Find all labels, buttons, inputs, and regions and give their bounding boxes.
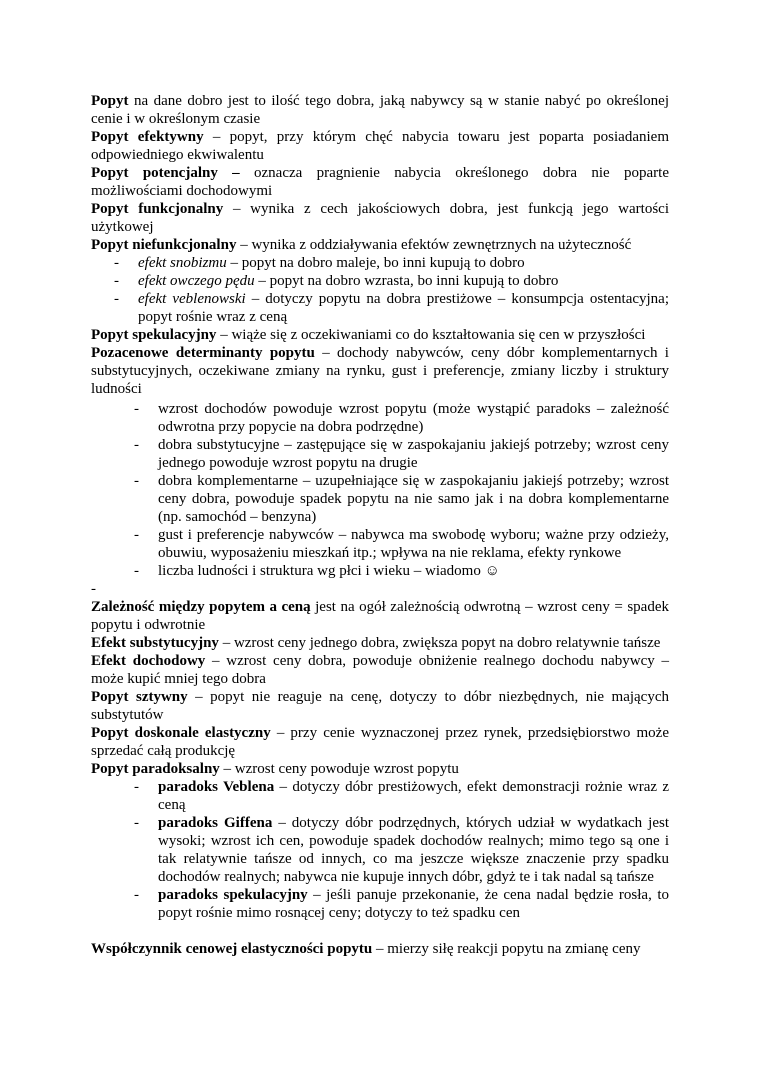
definition: – wynika z oddziaływania efektów zewnętrznych na użyteczność <box>236 237 632 253</box>
bullet-dash: - <box>114 255 119 271</box>
paragraph-pozacenowe-determinanty <box>91 344 669 398</box>
term: Popyt niefunkcjonalny <box>91 237 237 253</box>
paragraph-popyt-spekulacyjny <box>91 326 669 344</box>
term: Popyt funkcjonalny <box>91 201 224 217</box>
term: Popyt sztywny <box>91 689 188 705</box>
term: Zależność między popytem a ceną <box>91 599 311 615</box>
paragraph-efekt-substytucyjny <box>91 634 669 652</box>
item-text: gust i preferencje nabywców – nabywca ma swobodę wyboru; ważne przy odzieży, obuwiu, wyposażeniu mieszkań itp.; wpływa na nie reklama, efekty rynkowe <box>158 527 669 561</box>
item-text: – dotyczy dóbr prestiżowych, efekt demonstracji rożnie wraz z ceną <box>158 779 670 813</box>
item-term: paradoks Veblena <box>158 779 275 795</box>
paragraph-popyt-funkcjonalny <box>91 200 669 236</box>
item-text: – dotyczy dóbr podrzędnych, których udział w wydatkach jest wysoki; wzrost ich cen, powoduje spadek dochodów realnych; mimo tego są one i tak relatywnie tańsze od innych, co ma jeszcze większe znaczenie przy spadku dochodów realnych; nabywca nie kupuje innych dóbr, gdyż te i tak nadal są tańsze <box>158 815 669 885</box>
definition: – popyt, przy którym chęć nabycia towaru jest poparta posiadaniem odpowiedniego ekwiwalentu <box>91 129 669 163</box>
paragraph-popyt-potencjalny <box>91 164 669 200</box>
term: Popyt potencjalny – <box>91 165 240 181</box>
list-item <box>91 272 669 290</box>
definition: na dane dobro jest to ilość tego dobra, jaką nabywcy są w stanie nabyć po określonej cenie i w określonym czasie <box>91 93 669 127</box>
paragraph-zaleznosc <box>91 598 669 634</box>
term: Popyt doskonale elastyczny <box>91 725 271 741</box>
bullet-dash: - <box>134 473 139 489</box>
term: Pozacenowe determinanty popytu <box>91 345 315 361</box>
list-item <box>91 886 669 922</box>
item-term: efekt owczego pędu <box>138 273 255 289</box>
item-term: efekt veblenowski <box>138 291 246 307</box>
list-item <box>91 290 669 326</box>
list-item <box>91 254 669 272</box>
paragraph-popyt-elastyczny <box>91 724 669 760</box>
term: Popyt spekulacyjny <box>91 327 217 343</box>
list-item <box>91 436 669 472</box>
list-item <box>91 814 669 886</box>
bullet-dash: - <box>134 437 139 453</box>
definition: – wzrost ceny powoduje wzrost popytu <box>219 761 459 777</box>
term: Popyt <box>91 93 129 109</box>
definition: – dochody nabywców, ceny dóbr komplementarnych i substytucyjnych, oczekiwane zmiany na rynku, gust i preferencje, zmiany liczby i struktury ludności <box>91 345 669 397</box>
definition: – wzrost ceny dobra, powoduje obniżenie realnego dochodu nabywcy – może kupić mniej tego dobra <box>91 653 669 687</box>
bullet-dash: - <box>134 401 139 417</box>
definition: – wiąże się z oczekiwaniami co do kształtowania się cen w przyszłości <box>216 327 646 343</box>
term: Efekt substytucyjny <box>91 635 219 651</box>
blank-line <box>91 922 669 940</box>
definition: jest na ogół zależnością odwrotną – wzrost ceny = spadek popytu i odwrotnie <box>91 599 669 633</box>
list-item <box>91 562 669 580</box>
definition: – wzrost ceny jednego dobra, zwiększa popyt na dobro relatywnie tańsze <box>218 635 661 651</box>
paragraph-popyt-sztywny <box>91 688 669 724</box>
bullet-dash: - <box>134 779 139 795</box>
term: Popyt paradoksalny <box>91 761 220 777</box>
bullet-dash: - <box>114 291 119 307</box>
list-item <box>91 526 669 562</box>
list-item <box>91 472 669 526</box>
definition: oznacza pragnienie nabycia określonego dobra nie poparte możliwościami dochodowymi <box>91 165 669 199</box>
document-body <box>91 92 669 958</box>
paragraph-popyt-paradoksalny <box>91 760 669 778</box>
term: Współczynnik cenowej elastyczności popytu <box>91 941 373 957</box>
paragraph-popyt <box>91 92 669 128</box>
item-term: paradoks spekulacyjny <box>158 887 308 903</box>
definition: – przy cenie wyznaczonej przez rynek, przedsiębiorstwo może sprzedać całą produkcję <box>91 725 669 759</box>
item-term: paradoks Giffena <box>158 815 273 831</box>
bullet-dash: - <box>134 527 139 543</box>
bullet-dash: - <box>134 563 139 579</box>
lone-dash: - <box>91 581 96 597</box>
term: Popyt efektywny <box>91 129 204 145</box>
bullet-dash: - <box>114 273 119 289</box>
item-text: wzrost dochodów powoduje wzrost popytu (może wystąpić paradoks – zależność odwrotna przy popycie na dobra podrzędne) <box>158 401 669 435</box>
definition: – mierzy siłę reakcji popytu na zmianę ceny <box>372 941 641 957</box>
item-text: – dotyczy popytu na dobra prestiżowe – konsumpcja ostentacyjna; popyt rośnie wraz z ceną <box>138 291 669 325</box>
term: Efekt dochodowy <box>91 653 206 669</box>
item-text: liczba ludności i struktura wg płci i wieku – wiadomo ☺ <box>158 563 500 579</box>
bullet-dash: - <box>134 887 139 903</box>
item-text: – popyt na dobro maleje, bo inni kupują to dobro <box>226 255 525 271</box>
paragraph-wspolczynnik <box>91 940 669 958</box>
list-item <box>91 778 669 814</box>
paragraph-efekt-dochodowy <box>91 652 669 688</box>
definition: – wynika z cech jakościowych dobra, jest funkcją jego wartości użytkowej <box>91 201 669 235</box>
item-text: – jeśli panuje przekonanie, że cena nadal będzie rosła, to popyt rośnie mimo rosnącej ceny; dotyczy to też spadku cen <box>158 887 669 921</box>
item-term: efekt snobizmu <box>138 255 227 271</box>
paragraph-popyt-niefunkcjonalny <box>91 236 669 254</box>
bullet-dash: - <box>134 815 139 831</box>
item-text: dobra komplementarne – uzupełniające się w zaspokajaniu jakiejś potrzeby; wzrost ceny dobra, powoduje spadek popytu na nie samo jak i na dobra komplementarne (np. samochód – benzyna) <box>158 473 669 525</box>
list-item <box>91 400 669 436</box>
item-text: dobra substytucyjne – zastępujące się w zaspokajaniu jakiejś potrzeby; wzrost ceny jednego powoduje wzrost popytu na drugie <box>158 437 669 471</box>
definition: – popyt nie reaguje na cenę, dotyczy to dóbr niezbędnych, nie mających substytutów <box>91 689 669 723</box>
item-text: – popyt na dobro wzrasta, bo inni kupują to dobro <box>254 273 559 289</box>
paragraph-popyt-efektywny <box>91 128 669 164</box>
